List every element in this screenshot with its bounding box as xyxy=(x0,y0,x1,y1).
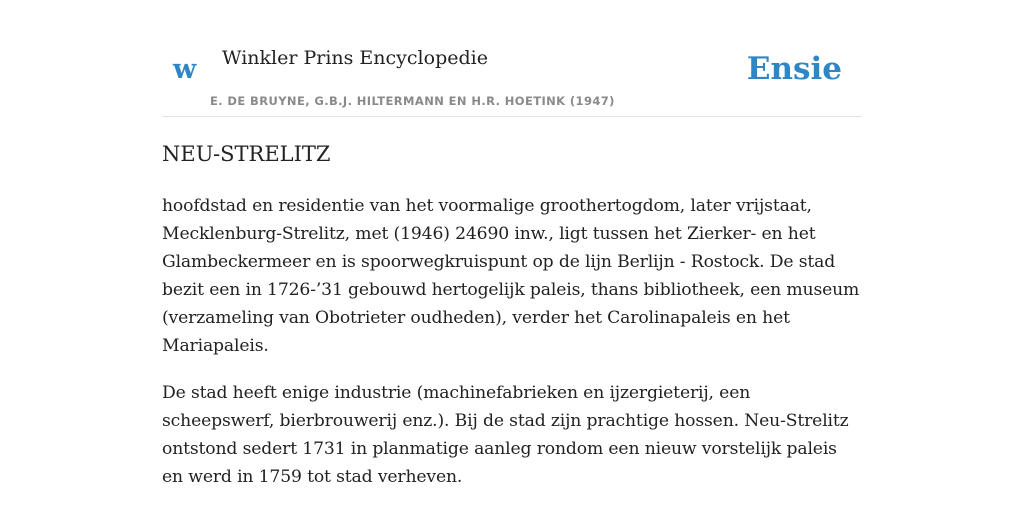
ensie-logo[interactable]: Ensie xyxy=(746,51,842,87)
page xyxy=(162,0,862,487)
article-paragraph: hoofdstad en residentie van het voormalige groothertogdom, later vrijstaat, Mecklenburg-Strelitz, met (1946) 24690 inw., ligt tussen het Zierker- en het Glambeckermeer en is spoorwegkruispunt op de lijn Berlijn - Rostock. De stad bezit een in 1726-’31 gebouwd hertogelijk paleis, thans bibliotheek, een museum (verzameling van Obotrieter oudheden), verder het Carolinapaleis en het Mariapaleis. xyxy=(162,196,860,356)
source-authors: E. DE BRUYNE, G.B.J. HILTERMANN EN H.R. HOETINK (1947) xyxy=(210,94,615,108)
source-logo[interactable]: w xyxy=(173,54,197,85)
source-title[interactable]: Winkler Prins Encyclopedie xyxy=(222,47,488,69)
source-header xyxy=(162,0,862,117)
article-title: NEU-STRELITZ xyxy=(162,142,331,166)
article-paragraph: De stad heeft enige industrie (machinefabrieken en ijzergieterij, een scheepswerf, bierbrouwerij enz.). Bij de stad zijn prachtige hossen. Neu-Strelitz ontstond sedert 1731 in planmatige aanleg rondom een nieuw vorstelijk paleis en werd in 1759 tot stad verheven. xyxy=(162,383,849,487)
article-body xyxy=(162,192,862,510)
